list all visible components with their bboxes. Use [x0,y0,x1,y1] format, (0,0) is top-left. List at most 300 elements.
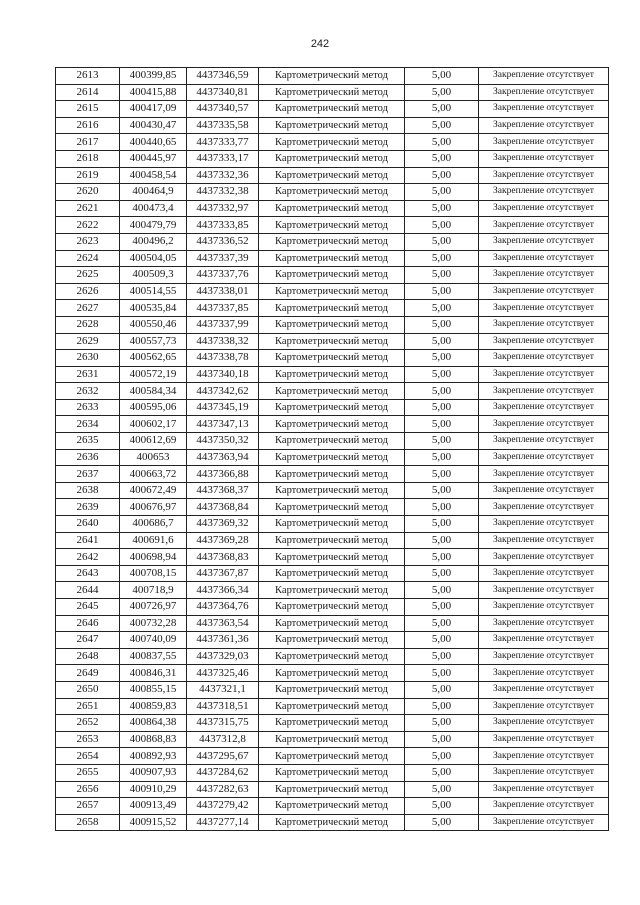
accuracy-cell: 5,00 [405,516,479,533]
x-coordinate-cell: 400417,09 [120,101,187,118]
point-number-cell: 2622 [56,217,120,234]
fixation-cell: Закрепление отсутствует [479,764,609,781]
fixation-cell: Закрепление отсутствует [479,798,609,815]
method-cell: Картометрический метод [259,615,405,632]
y-coordinate-cell: 4437337,76 [187,267,259,284]
method-cell: Картометрический метод [259,366,405,383]
table-row [56,599,609,616]
fixation-cell: Закрепление отсутствует [479,814,609,831]
method-cell: Картометрический метод [259,482,405,499]
point-number-cell: 2642 [56,549,120,566]
fixation-cell: Закрепление отсутствует [479,117,609,134]
fixation-cell: Закрепление отсутствует [479,101,609,118]
x-coordinate-cell: 400915,52 [120,814,187,831]
accuracy-cell: 5,00 [405,250,479,267]
method-cell: Картометрический метод [259,350,405,367]
point-number-cell: 2638 [56,482,120,499]
point-number-cell: 2619 [56,167,120,184]
x-coordinate-cell: 400464,9 [120,184,187,201]
fixation-cell: Закрепление отсутствует [479,715,609,732]
y-coordinate-cell: 4437367,87 [187,565,259,582]
point-number-cell: 2627 [56,300,120,317]
y-coordinate-cell: 4437368,84 [187,499,259,516]
y-coordinate-cell: 4437338,32 [187,333,259,350]
accuracy-cell: 5,00 [405,300,479,317]
accuracy-cell: 5,00 [405,499,479,516]
x-coordinate-cell: 400913,49 [120,798,187,815]
table-row [56,184,609,201]
x-coordinate-cell: 400415,88 [120,84,187,101]
fixation-cell: Закрепление отсутствует [479,681,609,698]
table-row [56,582,609,599]
point-number-cell: 2644 [56,582,120,599]
point-number-cell: 2632 [56,383,120,400]
point-number-cell: 2657 [56,798,120,815]
x-coordinate-cell: 400550,46 [120,316,187,333]
table-row [56,117,609,134]
method-cell: Картометрический метод [259,68,405,85]
table-row [56,250,609,267]
table-row [56,681,609,698]
fixation-cell: Закрепление отсутствует [479,333,609,350]
method-cell: Картометрический метод [259,665,405,682]
accuracy-cell: 5,00 [405,731,479,748]
fixation-cell: Закрепление отсутствует [479,350,609,367]
coordinates-table [55,67,609,831]
accuracy-cell: 5,00 [405,150,479,167]
y-coordinate-cell: 4437347,13 [187,416,259,433]
x-coordinate-cell: 400584,34 [120,383,187,400]
table-row [56,399,609,416]
table-row [56,416,609,433]
x-coordinate-cell: 400473,4 [120,200,187,217]
method-cell: Картометрический метод [259,648,405,665]
fixation-cell: Закрепление отсутствует [479,366,609,383]
method-cell: Картометрический метод [259,233,405,250]
method-cell: Картометрический метод [259,383,405,400]
fixation-cell: Закрепление отсутствует [479,532,609,549]
fixation-cell: Закрепление отсутствует [479,565,609,582]
point-number-cell: 2624 [56,250,120,267]
fixation-cell: Закрепление отсутствует [479,781,609,798]
point-number-cell: 2640 [56,516,120,533]
accuracy-cell: 5,00 [405,665,479,682]
table-row [56,798,609,815]
fixation-cell: Закрепление отсутствует [479,731,609,748]
y-coordinate-cell: 4437363,54 [187,615,259,632]
point-number-cell: 2649 [56,665,120,682]
x-coordinate-cell: 400732,28 [120,615,187,632]
y-coordinate-cell: 4437361,36 [187,632,259,649]
table-row [56,764,609,781]
method-cell: Картометрический метод [259,399,405,416]
point-number-cell: 2618 [56,150,120,167]
x-coordinate-cell: 400698,94 [120,549,187,566]
fixation-cell: Закрепление отсутствует [479,632,609,649]
x-coordinate-cell: 400535,84 [120,300,187,317]
fixation-cell: Закрепление отсутствует [479,167,609,184]
accuracy-cell: 5,00 [405,449,479,466]
point-number-cell: 2626 [56,283,120,300]
accuracy-cell: 5,00 [405,532,479,549]
accuracy-cell: 5,00 [405,200,479,217]
accuracy-cell: 5,00 [405,316,479,333]
fixation-cell: Закрепление отсутствует [479,150,609,167]
y-coordinate-cell: 4437369,28 [187,532,259,549]
y-coordinate-cell: 4437369,32 [187,516,259,533]
table-row [56,84,609,101]
x-coordinate-cell: 400846,31 [120,665,187,682]
accuracy-cell: 5,00 [405,217,479,234]
point-number-cell: 2643 [56,565,120,582]
fixation-cell: Закрепление отсутствует [479,549,609,566]
x-coordinate-cell: 400672,49 [120,482,187,499]
method-cell: Картометрический метод [259,150,405,167]
point-number-cell: 2639 [56,499,120,516]
x-coordinate-cell: 400859,83 [120,698,187,715]
y-coordinate-cell: 4437335,58 [187,117,259,134]
table-row [56,134,609,151]
method-cell: Картометрический метод [259,283,405,300]
table-row [56,300,609,317]
x-coordinate-cell: 400726,97 [120,599,187,616]
point-number-cell: 2645 [56,599,120,616]
method-cell: Картометрический метод [259,333,405,350]
table-row [56,615,609,632]
x-coordinate-cell: 400399,85 [120,68,187,85]
point-number-cell: 2646 [56,615,120,632]
y-coordinate-cell: 4437279,42 [187,798,259,815]
x-coordinate-cell: 400718,9 [120,582,187,599]
x-coordinate-cell: 400892,93 [120,748,187,765]
y-coordinate-cell: 4437333,85 [187,217,259,234]
fixation-cell: Закрепление отсутствует [479,499,609,516]
method-cell: Картометрический метод [259,167,405,184]
method-cell: Картометрический метод [259,599,405,616]
table-row [56,350,609,367]
accuracy-cell: 5,00 [405,117,479,134]
accuracy-cell: 5,00 [405,648,479,665]
method-cell: Картометрический метод [259,267,405,284]
method-cell: Картометрический метод [259,466,405,483]
fixation-cell: Закрепление отсутствует [479,516,609,533]
accuracy-cell: 5,00 [405,698,479,715]
accuracy-cell: 5,00 [405,549,479,566]
method-cell: Картометрический метод [259,715,405,732]
fixation-cell: Закрепление отсутствует [479,217,609,234]
fixation-cell: Закрепление отсутствует [479,433,609,450]
table-row [56,665,609,682]
table-row [56,698,609,715]
accuracy-cell: 5,00 [405,466,479,483]
accuracy-cell: 5,00 [405,748,479,765]
point-number-cell: 2615 [56,101,120,118]
table-row [56,101,609,118]
x-coordinate-cell: 400837,55 [120,648,187,665]
method-cell: Картометрический метод [259,449,405,466]
y-coordinate-cell: 4437340,18 [187,366,259,383]
x-coordinate-cell: 400740,09 [120,632,187,649]
method-cell: Картометрический метод [259,416,405,433]
method-cell: Картометрический метод [259,250,405,267]
x-coordinate-cell: 400445,97 [120,150,187,167]
accuracy-cell: 5,00 [405,433,479,450]
table-row [56,366,609,383]
point-number-cell: 2648 [56,648,120,665]
fixation-cell: Закрепление отсутствует [479,250,609,267]
table-row [56,150,609,167]
accuracy-cell: 5,00 [405,366,479,383]
table-row [56,200,609,217]
point-number-cell: 2650 [56,681,120,698]
accuracy-cell: 5,00 [405,333,479,350]
table-row [56,383,609,400]
method-cell: Картометрический метод [259,798,405,815]
x-coordinate-cell: 400595,06 [120,399,187,416]
point-number-cell: 2637 [56,466,120,483]
x-coordinate-cell: 400676,97 [120,499,187,516]
accuracy-cell: 5,00 [405,399,479,416]
method-cell: Картометрический метод [259,565,405,582]
method-cell: Картометрический метод [259,217,405,234]
point-number-cell: 2656 [56,781,120,798]
method-cell: Картометрический метод [259,764,405,781]
point-number-cell: 2620 [56,184,120,201]
x-coordinate-cell: 400653 [120,449,187,466]
y-coordinate-cell: 4437340,57 [187,101,259,118]
x-coordinate-cell: 400602,17 [120,416,187,433]
point-number-cell: 2654 [56,748,120,765]
point-number-cell: 2652 [56,715,120,732]
accuracy-cell: 5,00 [405,84,479,101]
y-coordinate-cell: 4437342,62 [187,383,259,400]
point-number-cell: 2621 [56,200,120,217]
y-coordinate-cell: 4437338,01 [187,283,259,300]
table-row [56,748,609,765]
x-coordinate-cell: 400458,54 [120,167,187,184]
fixation-cell: Закрепление отсутствует [479,466,609,483]
point-number-cell: 2628 [56,316,120,333]
accuracy-cell: 5,00 [405,615,479,632]
method-cell: Картометрический метод [259,748,405,765]
y-coordinate-cell: 4437337,99 [187,316,259,333]
x-coordinate-cell: 400855,15 [120,681,187,698]
table-row [56,68,609,85]
method-cell: Картометрический метод [259,532,405,549]
fixation-cell: Закрепление отсутствует [479,134,609,151]
accuracy-cell: 5,00 [405,582,479,599]
table-row [56,283,609,300]
table-row [56,648,609,665]
table-row [56,217,609,234]
method-cell: Картометрический метод [259,433,405,450]
x-coordinate-cell: 400686,7 [120,516,187,533]
y-coordinate-cell: 4437315,75 [187,715,259,732]
table-row [56,482,609,499]
y-coordinate-cell: 4437364,76 [187,599,259,616]
table-row [56,333,609,350]
point-number-cell: 2653 [56,731,120,748]
point-number-cell: 2630 [56,350,120,367]
y-coordinate-cell: 4437332,38 [187,184,259,201]
accuracy-cell: 5,00 [405,134,479,151]
point-number-cell: 2623 [56,233,120,250]
accuracy-cell: 5,00 [405,233,479,250]
x-coordinate-cell: 400868,83 [120,731,187,748]
y-coordinate-cell: 4437368,83 [187,549,259,566]
accuracy-cell: 5,00 [405,781,479,798]
point-number-cell: 2625 [56,267,120,284]
y-coordinate-cell: 4437312,8 [187,731,259,748]
fixation-cell: Закрепление отсутствует [479,383,609,400]
point-number-cell: 2636 [56,449,120,466]
accuracy-cell: 5,00 [405,764,479,781]
method-cell: Картометрический метод [259,516,405,533]
x-coordinate-cell: 400504,05 [120,250,187,267]
x-coordinate-cell: 400612,69 [120,433,187,450]
y-coordinate-cell: 4437366,34 [187,582,259,599]
accuracy-cell: 5,00 [405,383,479,400]
x-coordinate-cell: 400907,93 [120,764,187,781]
y-coordinate-cell: 4437350,32 [187,433,259,450]
accuracy-cell: 5,00 [405,565,479,582]
y-coordinate-cell: 4437333,77 [187,134,259,151]
x-coordinate-cell: 400572,19 [120,366,187,383]
table-row [56,532,609,549]
accuracy-cell: 5,00 [405,798,479,815]
method-cell: Картометрический метод [259,731,405,748]
fixation-cell: Закрепление отсутствует [479,283,609,300]
point-number-cell: 2641 [56,532,120,549]
y-coordinate-cell: 4437366,88 [187,466,259,483]
fixation-cell: Закрепление отсутствует [479,582,609,599]
table-row [56,433,609,450]
fixation-cell: Закрепление отсутствует [479,648,609,665]
accuracy-cell: 5,00 [405,599,479,616]
y-coordinate-cell: 4437345,19 [187,399,259,416]
point-number-cell: 2634 [56,416,120,433]
y-coordinate-cell: 4437321,1 [187,681,259,698]
x-coordinate-cell: 400496,2 [120,233,187,250]
accuracy-cell: 5,00 [405,184,479,201]
method-cell: Картометрический метод [259,101,405,118]
y-coordinate-cell: 4437284,62 [187,764,259,781]
fixation-cell: Закрепление отсутствует [479,200,609,217]
y-coordinate-cell: 4437368,37 [187,482,259,499]
table-row [56,516,609,533]
table-row [56,565,609,582]
table-row [56,316,609,333]
fixation-cell: Закрепление отсутствует [479,482,609,499]
accuracy-cell: 5,00 [405,283,479,300]
y-coordinate-cell: 4437318,51 [187,698,259,715]
method-cell: Картометрический метод [259,134,405,151]
table-row [56,466,609,483]
y-coordinate-cell: 4437325,46 [187,665,259,682]
point-number-cell: 2617 [56,134,120,151]
x-coordinate-cell: 400708,15 [120,565,187,582]
fixation-cell: Закрепление отсутствует [479,416,609,433]
method-cell: Картометрический метод [259,632,405,649]
table-row [56,449,609,466]
method-cell: Картометрический метод [259,681,405,698]
accuracy-cell: 5,00 [405,681,479,698]
method-cell: Картометрический метод [259,499,405,516]
x-coordinate-cell: 400864,38 [120,715,187,732]
y-coordinate-cell: 4437338,78 [187,350,259,367]
table-row [56,499,609,516]
accuracy-cell: 5,00 [405,101,479,118]
y-coordinate-cell: 4437332,97 [187,200,259,217]
method-cell: Картометрический метод [259,300,405,317]
method-cell: Картометрический метод [259,814,405,831]
x-coordinate-cell: 400910,29 [120,781,187,798]
accuracy-cell: 5,00 [405,167,479,184]
y-coordinate-cell: 4437336,52 [187,233,259,250]
x-coordinate-cell: 400557,73 [120,333,187,350]
table-row [56,267,609,284]
point-number-cell: 2647 [56,632,120,649]
table-row [56,549,609,566]
point-number-cell: 2631 [56,366,120,383]
y-coordinate-cell: 4437282,63 [187,781,259,798]
point-number-cell: 2655 [56,764,120,781]
table-row [56,715,609,732]
method-cell: Картометрический метод [259,549,405,566]
point-number-cell: 2633 [56,399,120,416]
point-number-cell: 2651 [56,698,120,715]
point-number-cell: 2635 [56,433,120,450]
table-row [56,814,609,831]
method-cell: Картометрический метод [259,582,405,599]
method-cell: Картометрический метод [259,698,405,715]
point-number-cell: 2613 [56,68,120,85]
x-coordinate-cell: 400562,65 [120,350,187,367]
point-number-cell: 2614 [56,84,120,101]
fixation-cell: Закрепление отсутствует [479,68,609,85]
table-body [56,68,609,831]
y-coordinate-cell: 4437346,59 [187,68,259,85]
method-cell: Картометрический метод [259,184,405,201]
point-number-cell: 2616 [56,117,120,134]
x-coordinate-cell: 400691,6 [120,532,187,549]
page-number: 242 [310,38,330,50]
fixation-cell: Закрепление отсутствует [479,399,609,416]
fixation-cell: Закрепление отсутствует [479,748,609,765]
fixation-cell: Закрепление отсутствует [479,84,609,101]
method-cell: Картометрический метод [259,84,405,101]
fixation-cell: Закрепление отсутствует [479,184,609,201]
method-cell: Картометрический метод [259,200,405,217]
accuracy-cell: 5,00 [405,632,479,649]
fixation-cell: Закрепление отсутствует [479,316,609,333]
fixation-cell: Закрепление отсутствует [479,233,609,250]
x-coordinate-cell: 400440,65 [120,134,187,151]
x-coordinate-cell: 400430,47 [120,117,187,134]
x-coordinate-cell: 400514,55 [120,283,187,300]
point-number-cell: 2629 [56,333,120,350]
fixation-cell: Закрепление отсутствует [479,698,609,715]
y-coordinate-cell: 4437340,81 [187,84,259,101]
y-coordinate-cell: 4437337,39 [187,250,259,267]
accuracy-cell: 5,00 [405,482,479,499]
x-coordinate-cell: 400479,79 [120,217,187,234]
accuracy-cell: 5,00 [405,715,479,732]
accuracy-cell: 5,00 [405,267,479,284]
y-coordinate-cell: 4437337,85 [187,300,259,317]
fixation-cell: Закрепление отсутствует [479,267,609,284]
table-row [56,781,609,798]
